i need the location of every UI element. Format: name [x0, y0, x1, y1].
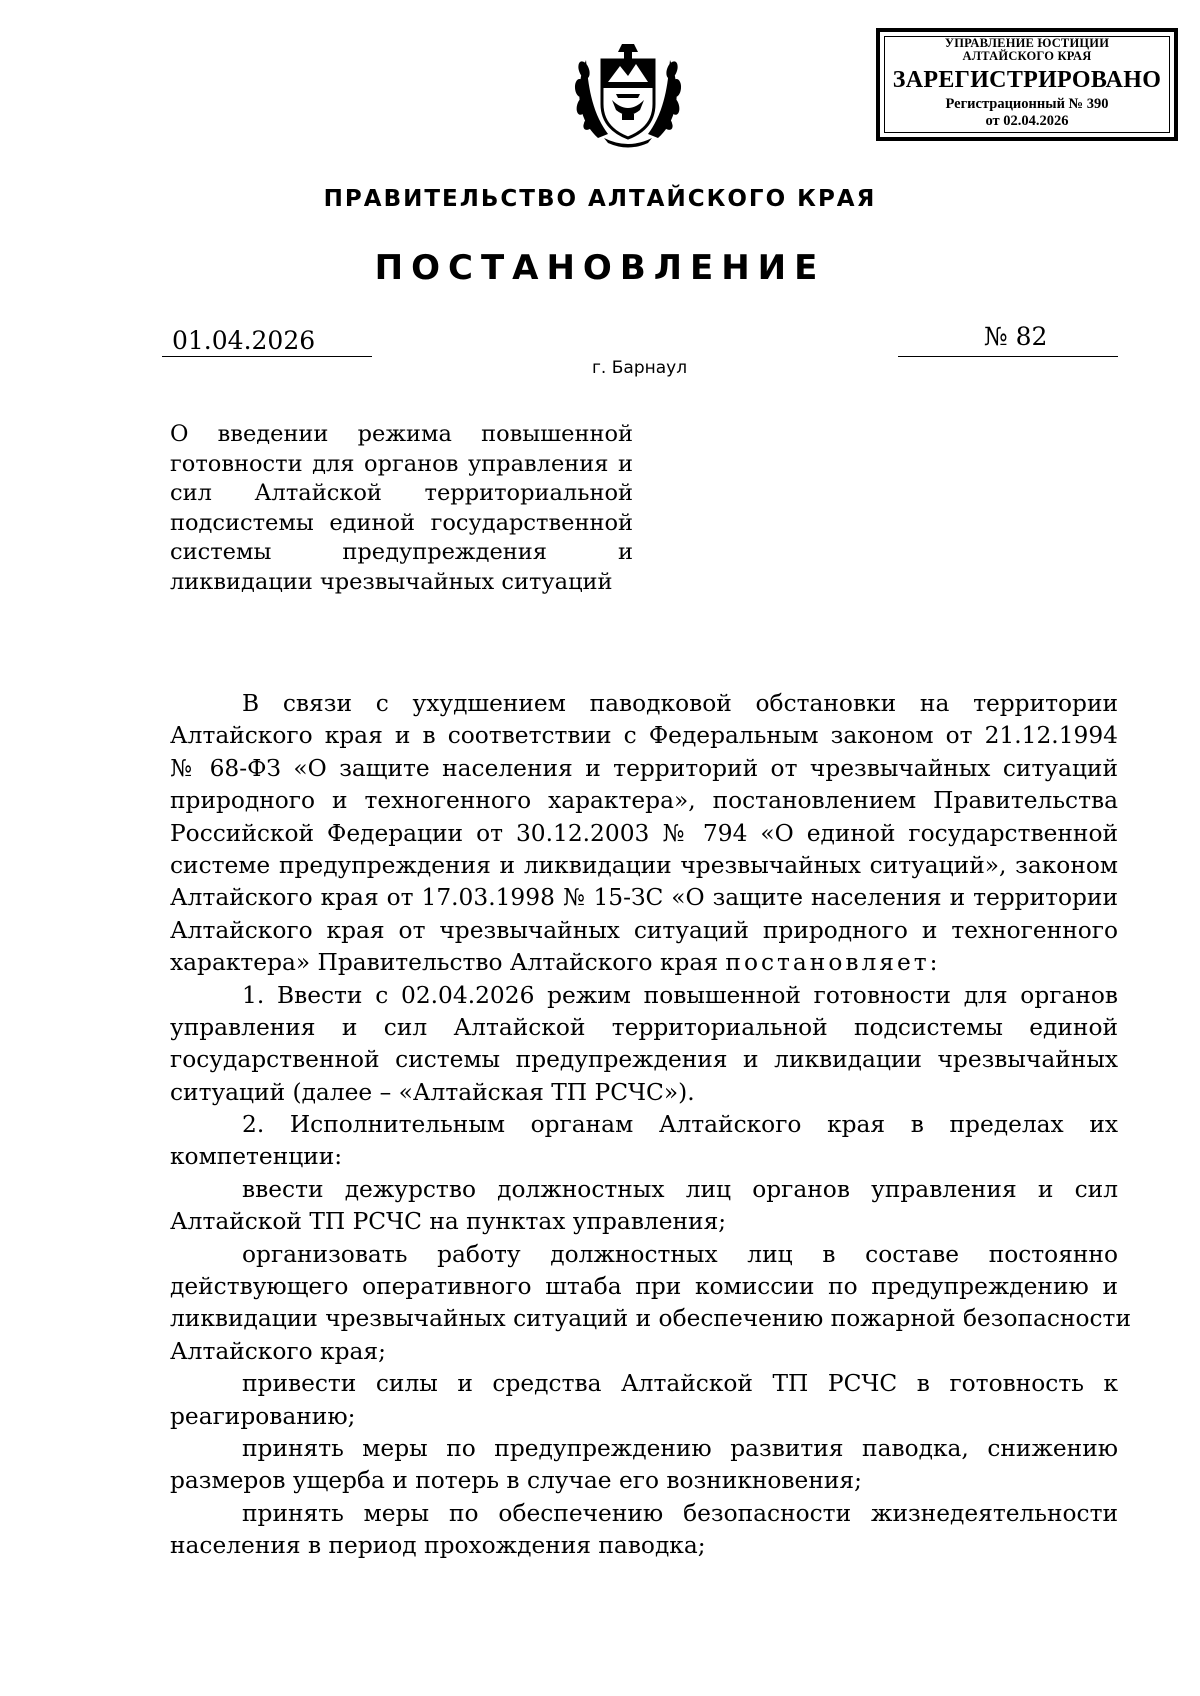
subject-line: сил Алтайской территориальной	[170, 480, 633, 506]
preamble-line: В связи с ухудшением паводковой обстановки на территории	[242, 690, 1118, 717]
government-title: ПРАВИТЕЛЬСТВО АЛТАЙСКОГО КРАЯ	[323, 186, 877, 212]
stamp-inner-border	[884, 36, 1170, 133]
document-type-title: ПОСТАНОВЛЕНИЕ	[374, 248, 826, 288]
stamp-org-line2: АЛТАЙСКОГО КРАЯ	[962, 49, 1092, 63]
stamp-reg-number: Регистрационный № 390	[945, 96, 1109, 112]
item2-line: компетенции:	[170, 1143, 343, 1171]
resolves-word: постановляет:	[725, 949, 941, 977]
stamp-status: ЗАРЕГИСТРИРОВАНО	[892, 67, 1162, 93]
item1-line: управления и сил Алтайской территориальной подсистемы единой	[170, 1013, 1118, 1041]
document-body	[170, 688, 1131, 1563]
measure-line: населения в период прохождения паводка;	[170, 1532, 706, 1560]
item2-line: 2. Исполнительным органам Алтайского края в пределах их	[242, 1111, 1118, 1139]
subject-line: системы предупреждения и	[170, 539, 633, 565]
number-underline	[898, 356, 1118, 357]
preamble-line: Российской Федерации от 30.12.2003 № 794 «О единой государственной	[170, 819, 1118, 847]
subject-line: ликвидации чрезвычайных ситуаций	[170, 568, 613, 595]
measure-line: реагированию;	[170, 1402, 356, 1430]
preamble-last-text: характера» Правительство Алтайского края	[170, 949, 719, 977]
document-date: 01.04.2026	[172, 326, 316, 355]
preamble-last-line	[170, 947, 1118, 979]
measure-line: принять меры по предупреждению развития паводка, снижению	[242, 1434, 1118, 1462]
measure-line: ввести дежурство должностных лиц органов управления и сил	[242, 1175, 1118, 1203]
subject-line: О введении режима повышенной	[170, 421, 633, 447]
item1-line: ситуаций (далее – «Алтайская ТП РСЧС»).	[170, 1078, 695, 1106]
registration-stamp	[876, 28, 1178, 141]
measure-line: Алтайского края;	[170, 1337, 386, 1365]
item1-line: государственной системы предупреждения и ликвидации чрезвычайных	[170, 1046, 1118, 1074]
stamp-org-line1: УПРАВЛЕНИЕ ЮСТИЦИИ	[944, 36, 1110, 50]
subject-line: подсистемы единой государственной	[170, 509, 633, 536]
subject-line: готовности для органов управления и	[170, 450, 633, 477]
measure-line: принять меры по обеспечению безопасности жизнедеятельности	[242, 1499, 1118, 1527]
preamble-line: природного и техногенного характера», постановлением Правительства	[170, 787, 1118, 815]
coat-of-arms-emblem	[568, 30, 688, 152]
measure-line: действующего оперативного штаба при комиссии по предупреждению и	[170, 1273, 1118, 1301]
document-city: г. Барнаул	[592, 358, 688, 378]
measure-line: привести силы и средства Алтайской ТП РСЧС в готовность к	[242, 1370, 1118, 1398]
measure-line: Алтайской ТП РСЧС на пунктах управления;	[170, 1208, 727, 1236]
preamble-line: системе предупреждения и ликвидации чрезвычайных ситуаций», законом	[170, 851, 1118, 879]
preamble-line: Алтайского края от 17.03.1998 № 15-ЗС «О защите населения и территории	[170, 884, 1118, 912]
measure-line: ликвидации чрезвычайных ситуаций и обеспечению пожарной безопасности	[170, 1305, 1131, 1333]
measure-line: размеров ущерба и потерь в случае его возникновения;	[170, 1467, 862, 1495]
preamble-line: Алтайского края от чрезвычайных ситуаций природного и техногенного	[170, 916, 1118, 944]
preamble-line: № 68-ФЗ «О защите населения и территорий от чрезвычайных ситуаций	[170, 754, 1118, 782]
measure-line: организовать работу должностных лиц в составе постоянно	[242, 1240, 1118, 1268]
document-subject	[170, 420, 633, 597]
preamble-line: Алтайского края и в соответствии с Федеральным законом от 21.12.1994	[170, 722, 1118, 750]
item1-line: 1. Ввести с 02.04.2026 режим повышенной готовности для органов	[242, 981, 1118, 1009]
stamp-reg-date: от 02.04.2026	[985, 112, 1069, 129]
date-underline	[162, 356, 372, 357]
document-number: № 82	[984, 322, 1048, 351]
